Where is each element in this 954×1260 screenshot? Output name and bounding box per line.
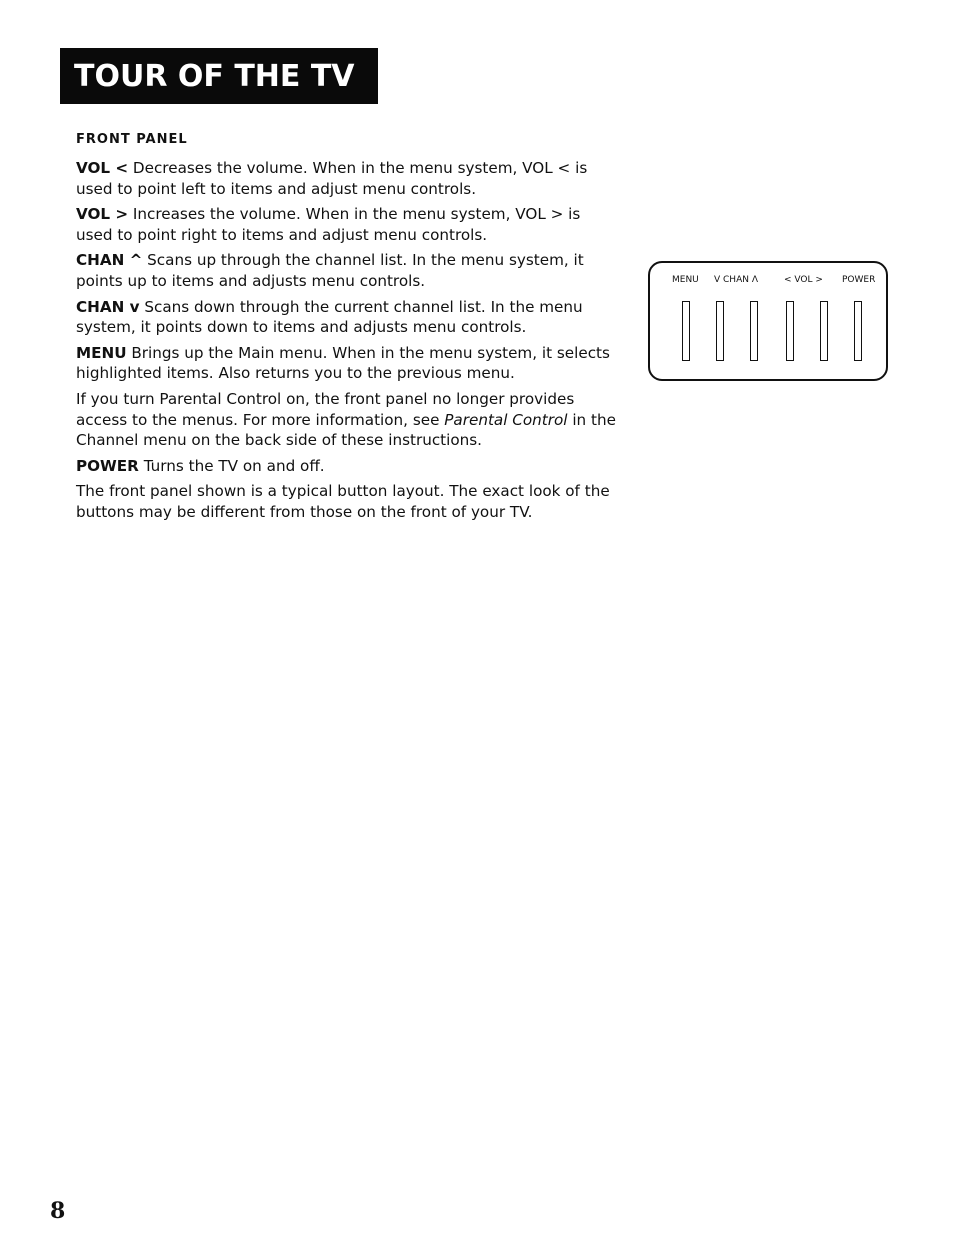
item-text: Decreases the volume. When in the menu system, VOL < is used to point left to items and adjust menu controls. (76, 159, 588, 198)
item-term: CHAN ^ (76, 251, 143, 270)
section-heading: FRONT PANEL (76, 132, 188, 147)
panel-button-chan-down (716, 301, 724, 361)
item-chan-down (76, 297, 616, 338)
panel-button-vol-down (786, 301, 794, 361)
panel-button-vol-up (820, 301, 828, 361)
item-text: Turns the TV on and off. (138, 456, 325, 475)
item-term: VOL > (76, 205, 129, 224)
item-vol-up (76, 204, 616, 245)
page-title-banner (60, 48, 378, 104)
parental-text-after: in the Channel menu on the back side of these instructions. (76, 410, 616, 450)
parental-control-paragraph (76, 389, 616, 451)
item-vol-down (76, 158, 616, 199)
page-number: 8 (50, 1198, 66, 1224)
parental-control-reference: Parental Control (444, 410, 568, 429)
page-title: TOUR OF THE TV (74, 58, 355, 94)
panel-button-chan-up (750, 301, 758, 361)
panel-button-power (854, 301, 862, 361)
parental-text-before: If you turn Parental Control on, the front panel no longer provides access to the menus. For more information, see (76, 389, 575, 429)
panel-label-menu: MENU (672, 275, 699, 285)
item-term: VOL < (76, 159, 129, 177)
front-panel-illustration (648, 261, 888, 381)
panel-label-vol: < VOL > (784, 275, 823, 285)
item-chan-up (76, 250, 616, 291)
item-term: POWER (76, 456, 139, 475)
item-menu (76, 343, 616, 384)
item-text: Scans up through the channel list. In the menu system, it points up to items and adjusts menu controls. (76, 251, 584, 290)
item-term: MENU (76, 343, 127, 362)
item-term: CHAN v (76, 297, 140, 316)
item-text: Brings up the Main menu. When in the menu system, it selects highlighted items. Also returns you to the previous menu. (76, 343, 610, 383)
item-text: Scans down through the current channel list. In the menu system, it points down to items and adjusts menu controls. (76, 297, 583, 337)
panel-button-menu (682, 301, 690, 361)
panel-label-chan: V CHAN Λ (714, 275, 758, 285)
panel-label-power: POWER (842, 275, 876, 285)
item-text: Increases the volume. When in the menu system, VOL > is used to point right to items and adjust menu controls. (76, 205, 581, 244)
front-panel-labels (650, 275, 886, 289)
item-power (76, 456, 616, 477)
body-text (76, 158, 616, 528)
layout-note: The front panel shown is a typical button layout. The exact look of the buttons may be different from those on the front of your TV. (76, 482, 610, 521)
